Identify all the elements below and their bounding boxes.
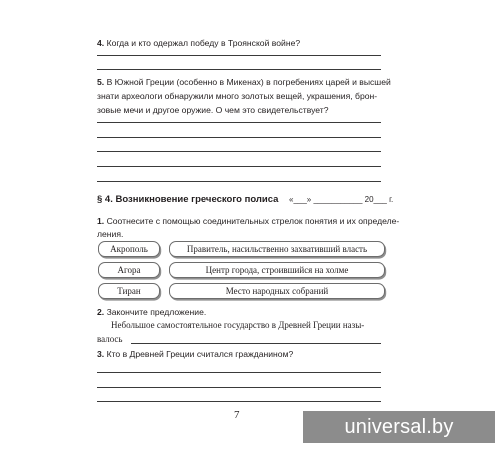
term-box-agora[interactable]: Агора [98, 262, 160, 278]
date-field[interactable]: «___» ___________ 20___ г. [289, 195, 394, 204]
answer-line[interactable] [97, 181, 381, 182]
task-2-sentence-line-1: Небольшое самостоятельное государство в Древней Греции назы- [111, 320, 365, 330]
answer-line[interactable] [97, 122, 381, 123]
question-4-text: Когда и кто одержал победу в Троянской войне? [106, 38, 301, 48]
question-5 [97, 75, 391, 89]
task-1-line-1: Соотнесите с помощью соединительных стрелок понятия и их определе- [106, 216, 400, 226]
question-5-line-3: зовые мечи и другое оружие. О чем это свидетельствует? [97, 105, 329, 115]
section-title: § 4. Возникновение греческого полиса [97, 194, 279, 205]
task-3-number: 3. [97, 349, 105, 359]
site-watermark: universal.by [303, 411, 495, 443]
answer-line[interactable] [131, 343, 381, 344]
task-1-number: 1. [97, 216, 105, 226]
task-1 [97, 214, 399, 228]
question-5-line-1: В Южной Греции (особенно в Микенах) в погребениях царей и высшей [106, 77, 391, 87]
answer-line[interactable] [97, 401, 381, 402]
answer-line[interactable] [97, 166, 381, 167]
answer-line[interactable] [97, 55, 381, 56]
answer-line[interactable] [97, 372, 381, 373]
question-5-number: 5. [97, 77, 105, 87]
answer-line[interactable] [97, 151, 381, 152]
term-box-acropolis[interactable]: Акрополь [98, 241, 160, 257]
task-1-line-2: ления. [97, 229, 124, 239]
task-3 [97, 347, 293, 361]
page-number: 7 [234, 409, 240, 421]
task-2 [97, 305, 206, 319]
definition-box-ruler[interactable]: Правитель, насильственно захвативший власть [169, 241, 385, 257]
answer-line[interactable] [97, 387, 381, 388]
task-2-number: 2. [97, 307, 105, 317]
answer-line[interactable] [97, 137, 381, 138]
task-3-text: Кто в Древней Греции считался гражданином? [106, 349, 294, 359]
question-5-line-2: знати археологи обнаружили много золотых вещей, украшения, брон- [97, 91, 378, 101]
term-box-tyrant[interactable]: Тиран [98, 283, 160, 299]
definition-box-city-center[interactable]: Центр города, строившийся на холме [169, 262, 385, 278]
question-4 [97, 36, 300, 50]
definition-box-assembly-place[interactable]: Место народных собраний [169, 283, 385, 299]
answer-line[interactable] [97, 69, 381, 70]
task-2-sentence-line-2: валось [97, 334, 123, 344]
question-4-number: 4. [97, 38, 105, 48]
task-2-text: Закончите предложение. [106, 307, 207, 317]
